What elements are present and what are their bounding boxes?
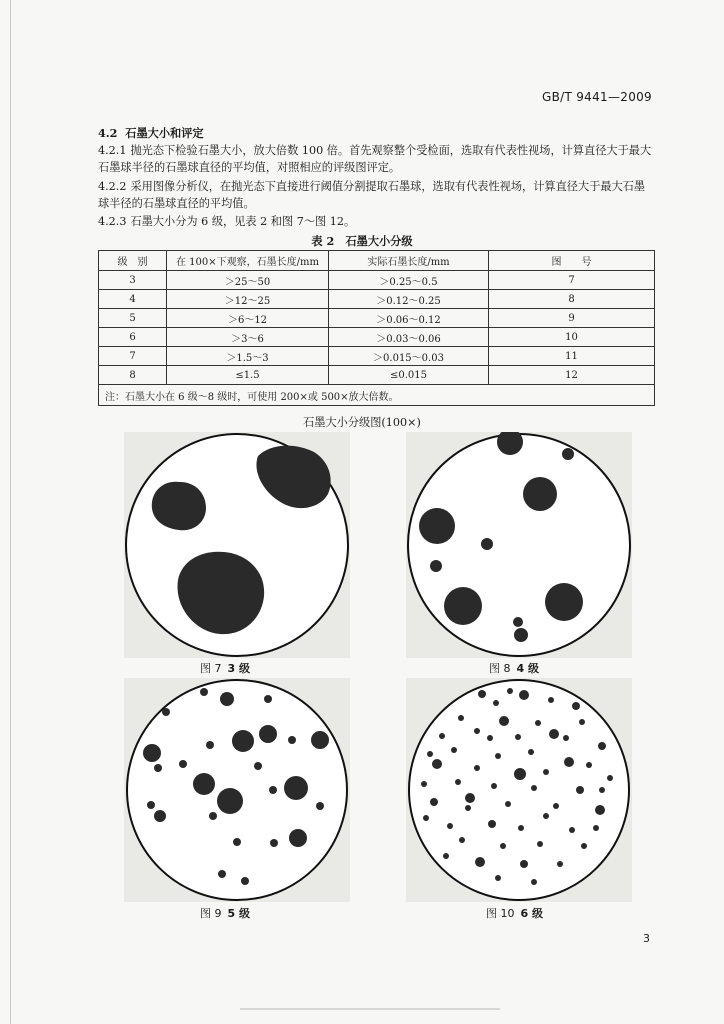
table-cell: ≤1.5: [167, 366, 329, 385]
paragraph-number: 4.2.3: [98, 215, 127, 228]
micrograph-fig9: [124, 678, 350, 902]
page-number: 3: [643, 932, 650, 945]
table-cell: 7: [489, 271, 655, 290]
table-row: [99, 366, 655, 385]
table-cell: 11: [489, 347, 655, 366]
scan-edge-mark: [240, 1008, 500, 1010]
table-row: [99, 347, 655, 366]
table-row: [99, 290, 655, 309]
table-cell: ＞1.5～3: [167, 347, 329, 366]
paragraph-4-2-1: [98, 142, 654, 176]
section-title: 石墨大小和评定: [125, 126, 204, 140]
paragraph-number: 4.2.1: [98, 144, 127, 157]
figure-grade: 4 级: [516, 662, 539, 675]
table-cell: ＞3～6: [167, 328, 329, 347]
paragraph-4-2-3: [98, 213, 654, 230]
figure-grade: 6 级: [520, 907, 543, 920]
paragraph-text: 抛光态下检验石墨大小，放大倍数 100 倍。首先观察整个受检面，选取有代表性视场，计算直径大于最大石墨球半径的石墨球直径的平均值，对照相应的评级图评定。: [98, 144, 652, 174]
table-cell: ＞12～25: [167, 290, 329, 309]
table-row: [99, 271, 655, 290]
table-cell: 3: [99, 271, 167, 290]
table-header-cell: 实际石墨长度/mm: [329, 251, 489, 271]
paragraph-number: 4.2.2: [98, 180, 127, 193]
table-header-cell: 图 号: [489, 251, 655, 271]
section-number: 4.2: [98, 126, 118, 140]
table-header-cell: 在 100×下观察，石墨长度/mm: [167, 251, 329, 271]
table-cell: 9: [489, 309, 655, 328]
figure-number: 图 8: [489, 662, 511, 675]
table-cell: 8: [489, 290, 655, 309]
paragraph-text: 石墨大小分为 6 级，见表 2 和图 7～图 12。: [130, 215, 356, 228]
figure-label-7: [200, 660, 250, 676]
table-cell: ≤0.015: [329, 366, 489, 385]
figure-number: 图 9: [200, 907, 222, 920]
table-note: 注：石墨大小在 6 级～8 级时，可使用 200×或 500×放大倍数。: [99, 385, 655, 406]
table-cell: 6: [99, 328, 167, 347]
binding-edge: [10, 0, 11, 1024]
figure-grade: 3 级: [227, 662, 250, 675]
paragraph-4-2-2: [98, 178, 654, 212]
table-cell: 7: [99, 347, 167, 366]
table-header-row: [99, 251, 655, 271]
standard-code: GB/T 9441—2009: [542, 90, 652, 104]
figure-label-8: [489, 660, 539, 676]
section-heading: [98, 125, 204, 142]
table-cell: ＞6～12: [167, 309, 329, 328]
figure-label-10: [486, 905, 543, 921]
table-cell: 12: [489, 366, 655, 385]
table-cell: 10: [489, 328, 655, 347]
table-row: [99, 309, 655, 328]
figure-number: 图 10: [486, 907, 515, 920]
table-cell: ＞0.12～0.25: [329, 290, 489, 309]
micrograph-fig8: [406, 432, 632, 658]
table-cell: ＞0.03～0.06: [329, 328, 489, 347]
micrograph-fig7: [124, 432, 350, 658]
table-cell: 4: [99, 290, 167, 309]
table-header-cell: 级 别: [99, 251, 167, 271]
figure-number: 图 7: [200, 662, 222, 675]
table-cell: 5: [99, 309, 167, 328]
figure-group-caption: 石墨大小分级图(100×): [303, 416, 421, 429]
table-cell: ＞0.015～0.03: [329, 347, 489, 366]
graphite-size-table: [98, 250, 655, 406]
table-cell: ＞0.25～0.5: [329, 271, 489, 290]
figure-grade: 5 级: [227, 907, 250, 920]
paragraph-text: 采用图像分析仪，在抛光态下直接进行阈值分割提取石墨球，选取有代表性视场，计算直径大于最大石墨球半径的石墨球直径的平均值。: [98, 180, 646, 210]
table-note-row: [99, 385, 655, 406]
table-cell: 8: [99, 366, 167, 385]
table-cell: ＞0.06～0.12: [329, 309, 489, 328]
micrograph-fig10: [406, 678, 632, 902]
figure-label-9: [200, 905, 250, 921]
table-title: 表 2 石墨大小分级: [311, 234, 413, 248]
table-cell: ＞25～50: [167, 271, 329, 290]
table-row: [99, 328, 655, 347]
